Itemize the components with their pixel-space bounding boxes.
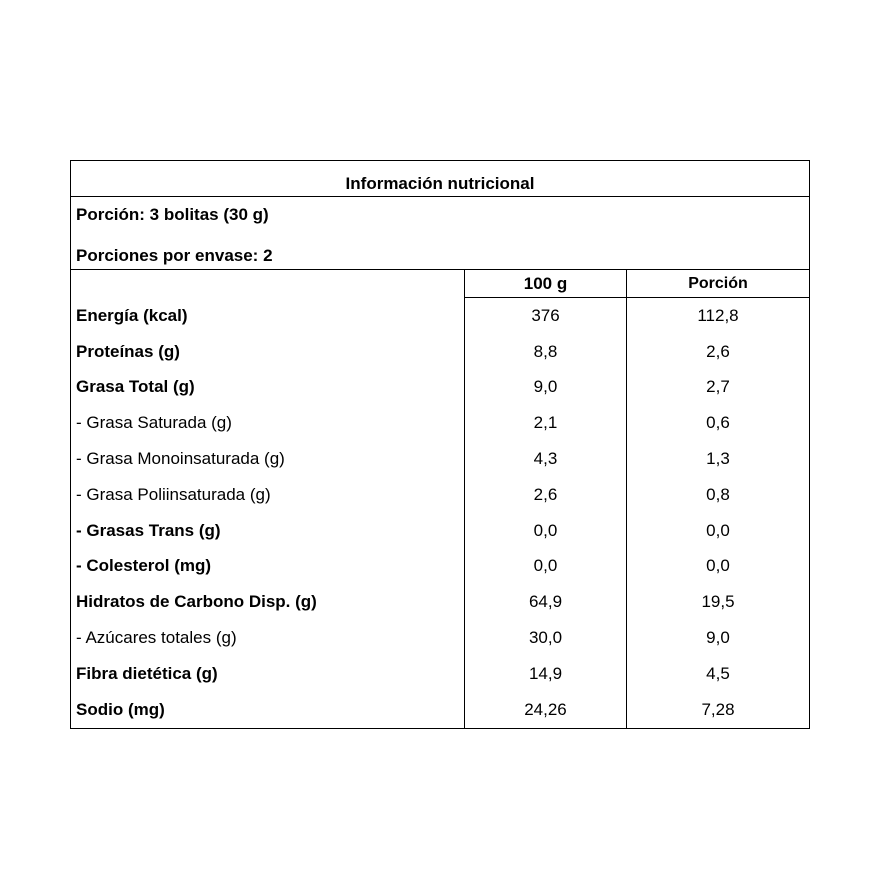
table-row (71, 692, 809, 728)
value-per-100g: 14,9 (464, 656, 626, 692)
nutrition-facts-table (70, 160, 810, 729)
value-per-100g: 4,3 (464, 441, 626, 477)
table-row (71, 620, 809, 656)
nutrient-name: Hidratos de Carbono Disp. (g) (76, 592, 317, 612)
value-per-serving: 0,8 (626, 477, 809, 513)
value-per-100g: 9,0 (464, 370, 626, 406)
table-row (71, 656, 809, 692)
table-row (71, 549, 809, 585)
header-blank (71, 270, 464, 298)
table-row (71, 441, 809, 477)
value-per-100g: 2,6 (464, 477, 626, 513)
nutrient-name: Fibra dietética (g) (76, 663, 218, 683)
value-per-serving: 2,7 (626, 370, 809, 406)
table-row (71, 477, 809, 513)
nutrient-name: - Colesterol (mg) (76, 556, 212, 576)
value-per-100g: 0,0 (464, 513, 626, 549)
nutrient-grid (71, 270, 809, 728)
value-per-100g: 2,1 (464, 405, 626, 441)
nutrient-name: Energía (kcal) (76, 305, 188, 325)
nutrient-rows (71, 298, 809, 728)
value-per-serving: 4,5 (626, 656, 809, 692)
table-title: Información nutricional (71, 161, 809, 197)
value-per-100g: 0,0 (464, 549, 626, 585)
nutrient-name: - Grasa Poliinsaturada (g) (76, 484, 271, 504)
value-per-100g: 376 (464, 298, 626, 334)
header-per-100g: 100 g (464, 270, 626, 298)
table-row (71, 370, 809, 406)
table-row (71, 513, 809, 549)
value-per-serving: 1,3 (626, 441, 809, 477)
header-per-serving: Porción (626, 270, 809, 298)
value-per-100g: 64,9 (464, 584, 626, 620)
nutrient-name: - Grasa Monoinsaturada (g) (76, 449, 285, 469)
value-per-100g: 30,0 (464, 620, 626, 656)
value-per-100g: 24,26 (464, 692, 626, 728)
value-per-100g: 8,8 (464, 334, 626, 370)
value-per-serving: 2,6 (626, 334, 809, 370)
value-per-serving: 9,0 (626, 620, 809, 656)
table-row (71, 405, 809, 441)
value-per-serving: 7,28 (626, 692, 809, 728)
nutrient-name: Proteínas (g) (76, 341, 180, 361)
servings-per-container: Porciones por envase: 2 (71, 233, 809, 270)
nutrient-name: - Azúcares totales (g) (76, 628, 237, 648)
table-row (71, 334, 809, 370)
column-header-row (71, 270, 809, 298)
nutrient-name: - Grasa Saturada (g) (76, 413, 232, 433)
value-per-serving: 19,5 (626, 584, 809, 620)
table-row (71, 584, 809, 620)
nutrient-name: - Grasas Trans (g) (76, 520, 221, 540)
nutrient-name: Grasa Total (g) (76, 377, 195, 397)
value-per-serving: 0,0 (626, 549, 809, 585)
nutrient-name: Sodio (mg) (76, 699, 165, 719)
table-row (71, 298, 809, 334)
value-per-serving: 0,6 (626, 405, 809, 441)
serving-size: Porción: 3 bolitas (30 g) (76, 205, 269, 224)
value-per-serving: 112,8 (626, 298, 809, 334)
value-per-serving: 0,0 (626, 513, 809, 549)
